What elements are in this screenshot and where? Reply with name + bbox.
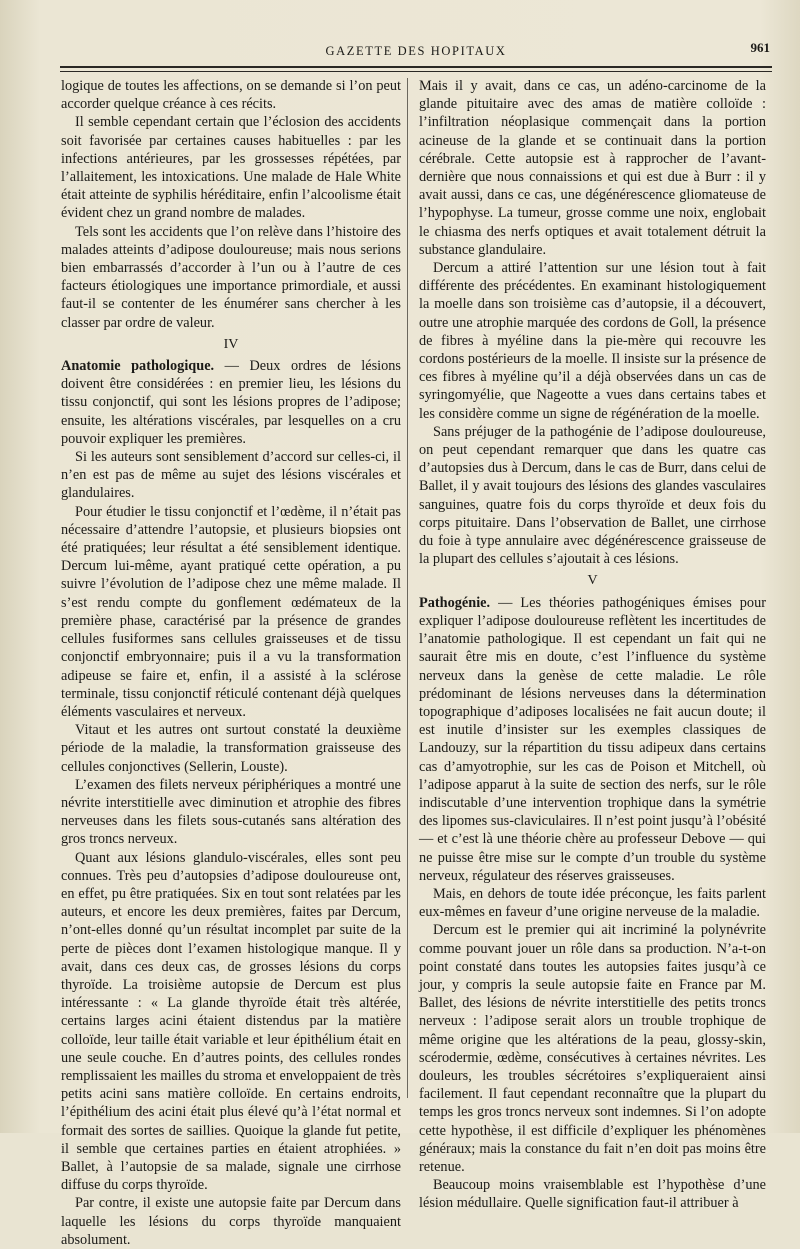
paragraph-text: Dercum a attiré l’attention sur une lésion tout à fait différente des précédentes. En examinant histologiquement la moelle dans son troisième cas d’autopsie, il a découvert, outre une atrophie marquée des cordons de Goll, la présence de fibres à myéline dans la pie-mère qui recouvre les cordons postérieurs de la moelle. Il insiste sur la présence de ces fibres à myéline qu’il a déjà observées dans un cas de syringomyélie, que Nageotte a vues dans certains tabes et les considère comme un signe de régénération de la moelle. [419, 260, 766, 422]
paragraph-text: L’examen des filets nerveux périphériques a montré une névrite interstitielle avec diminution et atrophie des fibres nerveuses dans les filets sous-cutanés sans altération des gros troncs nerveux. [61, 776, 401, 848]
paragraph [61, 1194, 401, 1249]
paragraph [61, 849, 401, 1195]
column-divider [407, 78, 408, 1098]
page-number: 961 [750, 40, 770, 55]
paragraph-text: Mais, en dehors de toute idée préconçue, les faits parlent eux-mêmes en faveur d’une origine nerveuse de la maladie. [419, 885, 766, 921]
paragraph [419, 594, 766, 885]
paragraph-text: Par contre, il existe une autopsie faite par Dercum dans laquelle les lésions du corps thyroïde manquaient absolument. [61, 1195, 401, 1248]
header-rule-thin [60, 71, 772, 72]
page-header [60, 40, 772, 60]
paragraph [419, 259, 766, 423]
left-column [61, 77, 401, 1249]
journal-title: GAZETTE DES HOPITAUX [325, 44, 507, 58]
paragraph [61, 223, 401, 332]
paragraph [419, 423, 766, 569]
paragraph [61, 113, 401, 222]
paragraph [419, 885, 766, 921]
right-column [419, 77, 766, 1213]
paragraph-text: Mais il y avait, dans ce cas, un adéno-carcinome de la glande pituitaire avec des amas de matière colloïde : l’infiltration néoplasique commençait dans la portion acineuse de la glande et se continuait dans la portion cérébrale. Cette autopsie est à rapprocher de l’avant-dernière que nous connaissions et qui est due à Burr : il y avait aussi, dans ce cas, une dégénérescence gliomateuse de l’hypophyse. La tumeur, grosse comme une noix, englobait le chiasma des nerfs optiques et avait totalement détruit la substance glandulaire. [419, 78, 766, 258]
paragraph-text: — Deux ordres de lésions doivent être considérées : en premier lieu, les lésions du tissu conjonctif, qui sont les lésions propres de l’adipose; ensuite, les altérations viscérales, par lesquelles on a cru pouvoir expliquer les premières. [61, 358, 401, 447]
section-number: V [587, 573, 598, 589]
section-heading: Anatomie pathologique. [61, 358, 215, 375]
paragraph-text: Il semble cependant certain que l’éclosion des accidents soit favorisée par certaines causes habituelles : par les infections antérieures, par les grossesses répétées, par l’allaitement, les intoxications. Une malade de Hale White était atteinte de syphilis héréditaire, enfin l’alcoolisme était évident chez un grand nombre de malades. [61, 114, 401, 222]
paragraph [61, 448, 401, 503]
paragraph-text: logique de toutes les affections, on se demande si l’on peut accorder quelque créance à ces récits. [61, 78, 401, 113]
paragraph [61, 77, 401, 113]
paragraph [419, 77, 766, 259]
paragraph [419, 921, 766, 1176]
section-heading: Pathogénie. [419, 594, 491, 611]
section-number: IV [223, 336, 239, 352]
paragraph-text: Tels sont les accidents que l’on relève dans l’histoire des malades atteints d’adipose douloureuse; mais nous serions bien embarrassés d’accorder à l’un ou à l’autre de ces facteurs étiologiques une importance primordiale, et aussi faut-il se contenter de les énumérer sans chercher à les classer par ordre de valeur. [61, 223, 401, 331]
paragraph [61, 503, 401, 721]
paragraph-text: Sans préjuger de la pathogénie de l’adipose douloureuse, on peut cependant remarquer que dans les quatre cas d’autopsies dus à Dercum, dans le cas de Burr, dans celui de Ballet, il y avait toujours des lésions des glandes vasculaires sanguines, quatre fois du corps thyroïde et deux fois du corps pituitaire. Dans l’observation de Ballet, une cirrhose du foie à type annulaire avec dégénérescence graisseuse de la plupart des cellules s’ajoutait à ces lésions. [419, 423, 766, 568]
paragraph [61, 721, 401, 776]
paragraph-text: Vitaut et les autres ont surtout constaté la deuxième période de la maladie, la transformation graisseuse des cellules conjonctives (Sellerin, Louste). [61, 722, 401, 775]
paragraph-text: — Les théories pathogéniques émises pour expliquer l’adipose douloureuse reflètent les incertitudes de l’anatomie pathologique. Il est cependant un fait qui ne saurait être mis en doute, c’est l’influence du système nerveux dans la genèse de cette maladie. Le rôle prédominant de lésions nerveuses dans la détermination topographique d’adiposes localisées ne fait aucun doute; il est inutile d’insister sur les exemples classiques de Landouzy, sur la répartition du tissu adipeux dans certains cas d’amyotrophie, sur les cas de Poison et Mitchell, où l’adipose apparut à la suite de section des nerfs, sur le rôle indiscutable d’une intervention trophique dans la symétrie des lipomes sus-claviculaires. Il n’est point jusqu’à l’obésité — et c’est là une théorie chère au professeur Debove — qui ne puisse être mise sur le compte d’un trouble du système nerveux, régulateur des réserves graisseuses. [419, 594, 766, 884]
paragraph-text: Quant aux lésions glandulo-viscérales, elles sont peu connues. Très peu d’autopsies d’adipose douloureuse ont, en effet, pu être pratiquées. Six en tout sont relatées par les auteurs, et encore les deux premières, faites par Dercum, n’ont-elles donné qu’un résultat incomplet par suite de la perte de pièces dont l’examen histologique manque. Il y avait, dans ces deux cas, de grosses lésions du corps thyroïde. La troisième autopsie de Dercum est plus intéressante : « La glande thyroïde était très altérée, certains larges acini étaient distendus par la matière colloïde, leur taille était variable et leur épithélium était en une seule couche. En d’autres points, des cellules rondes remplissaient les mailles du stroma et enveloppaient de très petits acini sans matière colloïde. En certains endroits, l’épithélium des acini était plus élevé qu’à l’état normal et formait des sortes de saillies. Quoique la glande fut petite, il semble que certaines parties en étaient atrophiées. » Ballet, à l’autopsie de sa malade, signale une cirrhose diffuse du corps thyroïde. [61, 849, 401, 1194]
paragraph [61, 776, 401, 849]
paragraph-text: Dercum est le premier qui ait incriminé la polynévrite comme pouvant jouer un rôle dans sa production. N’a-t-on point constaté dans toutes les autopsies faites jusqu’à ce jour, y compris la seule autopsie faite en France par M. Ballet, des lésions de névrite interstitielle des petits troncs nerveux : l’adipose serait alors un trouble trophique de même origine que les altérations de la peau, glossy-skin, scérodermie, œdème, consécutives à certaines névrites. Les douleurs, les troubles sécrétoires s’expliqueraient ainsi facilement. Il faut cependant reconnaître que la plupart du temps les gros troncs nerveux sont indemnes. Si l’on adopte cette hypothèse, il est difficile d’expliquer les phénomènes généraux; mais la constance du fait n’en doit pas moins être retenue. [419, 922, 766, 1175]
header-rule-thick [60, 66, 772, 68]
paragraph [61, 357, 401, 448]
paragraph-text: Pour étudier le tissu conjonctif et l’œdème, il n’était pas nécessaire d’attendre l’autopsie, et plusieurs biopsies ont été pratiquées; leur résultat a été sensiblement identique. Dercum lui-même, ayant pratiqué cette opération, a pu suivre l’évolution de l’adipose chez une même malade. Il s’est rendu compte du gonflement œdémateux de la première phase, caractérisé par la présence de grandes cellules fusiformes sans cellules graisseuses et de tissu conjonctif embryonnaire; puis il a vu la transformation adipeuse se faire et, enfin, il a assisté à la sclérose terminale, tissu conjonctif réticulé contenant déjà quelques éléments vasculaires et nerveux. [61, 503, 401, 720]
paragraph-text: Si les auteurs sont sensiblement d’accord sur celles-ci, il n’en est pas de même au sujet des lésions viscérales et glandulaires. [61, 449, 401, 502]
paragraph-text: Beaucoup moins vraisemblable est l’hypothèse d’une lésion médullaire. Quelle signification faut-il attribuer à [419, 1177, 766, 1212]
paragraph [419, 1176, 766, 1212]
